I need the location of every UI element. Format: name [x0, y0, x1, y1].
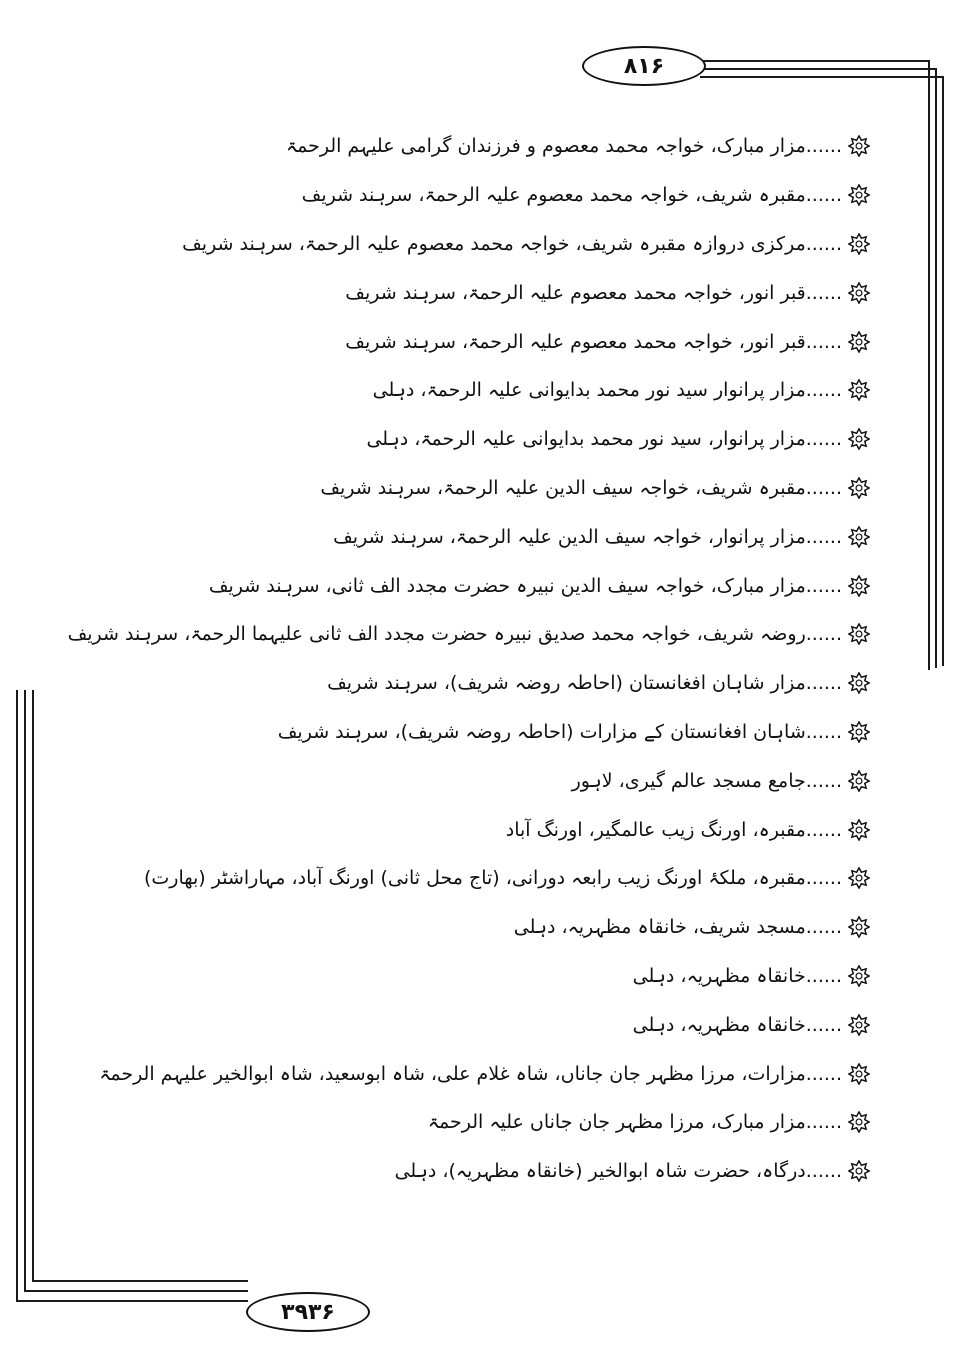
- entry-text: ......مزار شاہان افغانستان (احاطہ روضہ شریف)، سرہند شریف: [327, 672, 842, 695]
- eight-point-star-icon: [848, 672, 870, 694]
- list-item: [110, 854, 870, 903]
- list-item: [110, 464, 870, 513]
- entry-text: ......شاہان افغانستان کے مزارات (احاطہ روضہ شریف)، سرہند شریف: [277, 720, 842, 743]
- eight-point-star-icon: [848, 428, 870, 450]
- list-item: [110, 708, 870, 757]
- eight-point-star-icon: [848, 623, 870, 645]
- frame-bottom-line-1: [16, 1300, 248, 1302]
- list-item: [110, 756, 870, 805]
- list-item: [110, 659, 870, 708]
- eight-point-star-icon: [848, 770, 870, 792]
- entry-text: ......مزارات، مرزا مظہر جان جاناں، شاہ غلام علی، شاہ ابوسعید، شاہ ابوالخیر علیہم الرحمۃ: [99, 1062, 842, 1085]
- list-item: [110, 268, 870, 317]
- eight-point-star-icon: [848, 1063, 870, 1085]
- list-item: [110, 952, 870, 1001]
- chapter-page-number: ۸۱۶: [623, 53, 665, 79]
- list-item: [110, 1098, 870, 1147]
- eight-point-star-icon: [848, 477, 870, 499]
- frame-right-line-2: [935, 68, 937, 668]
- page-number: ۳۹۳۶: [281, 1299, 335, 1325]
- entry-text: ......مزار مبارک، مرزا مظہر جان جاناں علیہ الرحمۃ: [427, 1111, 842, 1134]
- eight-point-star-icon: [848, 965, 870, 987]
- entry-text: ......مزار پرانوار سید نور محمد بدایوانی علیہ الرحمۃ، دہلی: [372, 379, 842, 402]
- list-item: [110, 220, 870, 269]
- eight-point-star-icon: [848, 331, 870, 353]
- list-item: [110, 1147, 870, 1196]
- entry-text: ......قبر انور، خواجہ محمد معصوم علیہ الرحمۃ، سرہند شریف: [345, 330, 842, 353]
- entry-text: ......جامع مسجد عالم گیری، لاہور: [571, 769, 842, 792]
- eight-point-star-icon: [848, 282, 870, 304]
- entry-text: ......مزار مبارک، خواجہ محمد معصوم و فرزندان گرامی علیہم الرحمۃ: [285, 135, 842, 158]
- page-number-badge: [246, 1292, 370, 1332]
- frame-left-line-2: [24, 690, 26, 1290]
- list-item: [110, 903, 870, 952]
- eight-point-star-icon: [848, 721, 870, 743]
- list-item: [67, 610, 870, 659]
- list-item: [110, 171, 870, 220]
- list-item: [110, 317, 870, 366]
- entry-text: ......خانقاہ مظہریہ، دہلی: [632, 1013, 842, 1036]
- eight-point-star-icon: [848, 916, 870, 938]
- frame-bottom-line-3: [32, 1280, 248, 1282]
- frame-right-line-1: [928, 60, 930, 670]
- list-item: [110, 561, 870, 610]
- entry-text: ......قبر انور، خواجہ محمد معصوم علیہ الرحمۃ، سرہند شریف: [345, 281, 842, 304]
- entry-text: ......درگاہ، حضرت شاہ ابوالخیر (خانقاہ مظہریہ)، دہلی: [394, 1160, 842, 1183]
- eight-point-star-icon: [848, 867, 870, 889]
- frame-top-line-1: [700, 60, 930, 62]
- list-item: [110, 512, 870, 561]
- entry-text: ......مزار مبارک، خواجہ سیف الدین نبیرہ حضرت مجدد الف ثانی، سرہند شریف: [208, 574, 842, 597]
- eight-point-star-icon: [848, 526, 870, 548]
- frame-top-line-2: [700, 68, 936, 70]
- entry-text: ......مقبرہ، ملکۂ اورنگ زیب رابعہ دورانی، (تاج محل ثانی) اورنگ آباد، مہاراشٹر (بھارت): [144, 867, 842, 890]
- entry-text: ......خانقاہ مظہریہ، دہلی: [632, 964, 842, 987]
- list-item: [110, 122, 870, 171]
- entry-text: ......مزار پرانوار، سید نور محمد بدایوانی علیہ الرحمۃ، دہلی: [366, 428, 842, 451]
- entry-text: ......مقبرہ شریف، خواجہ محمد معصوم علیہ الرحمۃ، سرہند شریف: [301, 184, 842, 207]
- entry-text: ......مزار پرانوار، خواجہ سیف الدین علیہ الرحمۃ، سرہند شریف: [333, 525, 842, 548]
- list-item: [99, 1049, 870, 1098]
- entry-text: ......مرکزی دروازہ مقبرہ شریف، خواجہ محمد معصوم علیہ الرحمۃ، سرہند شریف: [182, 232, 842, 255]
- list-item: [110, 415, 870, 464]
- frame-bottom-line-2: [24, 1290, 248, 1292]
- list-item: [110, 366, 870, 415]
- eight-point-star-icon: [848, 379, 870, 401]
- list-item: [110, 1000, 870, 1049]
- list-item: [110, 805, 870, 854]
- eight-point-star-icon: [848, 1014, 870, 1036]
- eight-point-star-icon: [848, 184, 870, 206]
- entry-text: ......مقبرہ شریف، خواجہ سیف الدین علیہ الرحمۃ، سرہند شریف: [320, 476, 842, 499]
- frame-left-line-3: [32, 690, 34, 1280]
- entry-text: ......مقبرہ، اورنگ زیب عالمگیر، اورنگ آباد: [505, 818, 842, 841]
- entry-text: ......مسجد شریف، خانقاہ مظہریہ، دہلی: [513, 916, 842, 939]
- eight-point-star-icon: [848, 575, 870, 597]
- chapter-page-badge: [582, 46, 706, 86]
- frame-left-line-1: [16, 690, 18, 1300]
- eight-point-star-icon: [848, 233, 870, 255]
- frame-top-line-3: [700, 76, 942, 78]
- eight-point-star-icon: [848, 135, 870, 157]
- eight-point-star-icon: [848, 1111, 870, 1133]
- entry-text: ......روضہ شریف، خواجہ محمد صدیق نبیرہ حضرت مجدد الف ثانی علیہما الرحمۃ، سرہند شریف: [67, 623, 842, 646]
- entry-list: [67, 122, 870, 1196]
- eight-point-star-icon: [848, 819, 870, 841]
- frame-right-line-3: [942, 76, 944, 666]
- eight-point-star-icon: [848, 1160, 870, 1182]
